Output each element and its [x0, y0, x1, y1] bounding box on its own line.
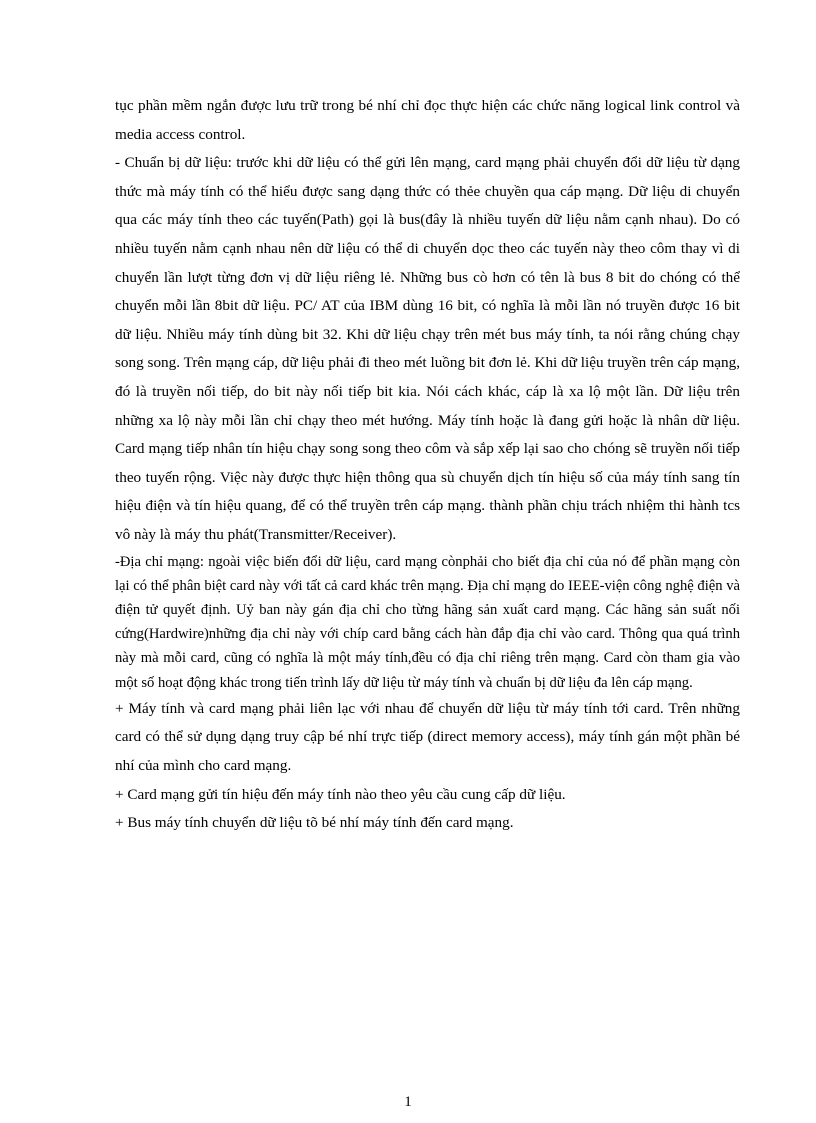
paragraph-card-signal: + Card mạng gửi tín hiệu đến máy tính nào theo yêu cầu cung cấp dữ liệu. — [115, 785, 566, 803]
paragraph-bus-transfer: + Bus máy tính chuyển dữ liệu tõ bé nhí máy tính đến card mạng. — [115, 814, 514, 832]
paragraph-network-address: -Địa chỉ mạng: ngoài việc biến đổi dữ liệu, card mạng cònphải cho biết địa chỉ của nó để phần mạng còn lại có thể phân biệt card này với tất cả card khác trên mạng. Địa chỉ mạng do IEEE-viện công nghệ điện và điện tử quyết định. Uỷ ban này gán địa chỉ cho từng hãng sản xuất card mạng. Các hãng sản suất nối cứng(Hardwire)những địa chỉ này với chíp card bằng cách hàn đắp địa chỉ vào card. Thông qua quá trình này mà mỗi card, cũng có nghĩa là một máy tính,đều có địa chỉ riêng trên mạng. Card còn tham gia vào một số hoạt động khác trong tiến trình lấy dữ liệu từ máy tính và chuẩn bị dữ liệu đa lên cáp mạng. — [115, 553, 740, 691]
paragraph-intro: tục phần mềm ngắn được lưu trữ trong bé nhí chỉ đọc thực hiện các chức năng logical link control và media access control. — [115, 97, 740, 143]
page-number: 1 — [404, 1094, 412, 1110]
document-body — [115, 92, 740, 838]
paragraph-card-communication: + Máy tính và card mạng phải liên lạc với nhau để chuyển dữ liệu từ máy tính tới card. Trên những card có thể sử dụng dạng truy cập bé nhí trực tiếp (direct memory access), máy tính gán một phần bé nhí của mình cho card mạng. — [115, 699, 740, 774]
paragraph-data-preparation: - Chuẩn bị dữ liệu: trước khi dữ liệu có thể gửi lên mạng, card mạng phải chuyển đổi dữ liệu từ dạng thức mà máy tính có thể hiểu được sang dạng thức có thẻe chuyền qua cáp mạng. Dữ liệu di chuyển qua các máy tính theo các tuyến(Path) gọi là bus(đây là nhiều tuyến dữ liệu nằm cạnh nhau). Do có nhiều tuyến nằm cạnh nhau nên dữ liệu có thể di chuyển dọc theo các tuyến này theo côm thay vì di chuyển lần lượt từng đơn vị dữ liệu riêng lẻ. Những bus cò hơn có tên là bus 8 bit do chóng có thể chuyển mỗi lần 8bit dữ liệu. PC/ AT của IBM dùng 16 bit, có nghĩa là mỗi lần nó truyền được 16 bit dữ liệu. Nhiều máy tính dùng bit 32. Khi dữ liệu chạy trên mét bus máy tính, ta nói rằng chúng chạy song song. Trên mạng cáp, dữ liệu phải đi theo mét luồng bit đơn lẻ. Khi dữ liệu truyền trên cáp mạng, đó là truyền nối tiếp, do bit này nối tiếp bit kia. Nói cách khác, cáp là xa lộ một lần. Dữ liệu trên những xa lộ này mỗi lần chỉ chạy theo mét hướng. Máy tính hoặc là đang gửi hoặc là nhân dữ liệu. Card mạng tiếp nhân tín hiệu chạy song song theo côm và sắp xếp lại sao cho chóng sẽ truyền nối tiếp theo tuyến rộng. Việc này được thực hiện thông qua sù chuyển dịch tín hiệu số của máy tính sang tín hiệu điện và tín hiệu quang, để có thể truyền trên cáp mạng. thành phần chịu trách nhiệm thi hành tcs vô này là máy thu phát(Transmitter/Receiver). — [115, 154, 740, 543]
